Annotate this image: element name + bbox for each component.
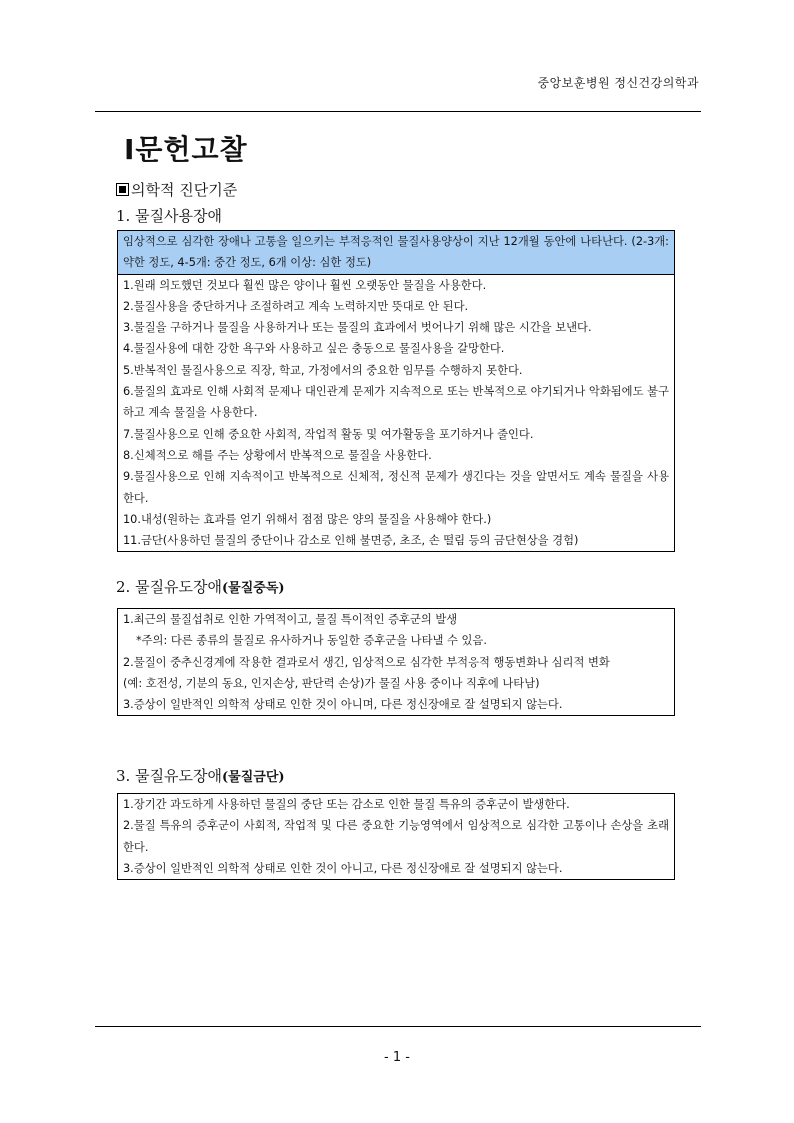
criteria-item: 2.물질이 중추신경계에 작용한 결과로서 생긴, 임상적으로 심각한 부적응적 행동변화나 심리적 변화 xyxy=(123,655,610,669)
criteria-item: 9.물질사용으로 인해 지속적이고 반복적으로 신체적, 정신적 문제가 생긴다는 것을 알면서도 계속 물질을 사용한다. xyxy=(123,470,669,505)
page-number: - 1 - xyxy=(384,1050,410,1065)
criteria-box-intoxication xyxy=(117,608,675,716)
criteria-item: 1.최근의 물질섭취로 인한 가역적이고, 물질 특이적인 증후군의 발생 xyxy=(123,613,458,626)
criteria-item: 8.신체적으로 해를 주는 상황에서 반복적으로 물질을 사용한다. xyxy=(123,448,432,462)
criteria-item: 3.물질을 구하거나 물질을 사용하거나 또는 물질의 효과에서 벗어나기 위해 많은 시간을 보낸다. xyxy=(123,321,592,335)
section-title-substance-use-disorder xyxy=(116,205,222,226)
checkbox-square-icon xyxy=(116,183,129,196)
criteria-item: 11.금단(사용하던 물질의 중단이나 감소로 인해 불면증, 초조, 손 떨림 등의 금단현상을 경험) xyxy=(123,534,579,548)
running-header: 중앙보훈병원 정신건강의학과 xyxy=(537,76,699,90)
criteria-box-substance-use-disorder xyxy=(117,230,675,552)
section-title-text: 1. 물질사용장애 xyxy=(116,207,223,225)
criteria-item: 1.원래 의도했던 것보다 훨씬 많은 양이나 훨씬 오랫동안 물질을 사용한다. xyxy=(123,278,487,292)
section-title-paren: (물질금단) xyxy=(222,770,285,785)
criteria-note: *주의: 다른 종류의 물질로 유사하거나 동일한 증후군을 나타낼 수 있음. xyxy=(136,634,487,648)
criteria-box-withdrawal xyxy=(117,793,675,880)
header-rule xyxy=(95,111,701,112)
criteria-item: 5.반복적인 물질사용으로 직장, 학교, 가정에서의 중요한 임무를 수행하지 못한다. xyxy=(123,363,523,377)
criteria-item: 3.증상이 일반적인 의학적 상태로 인한 것이 아니며, 다른 정신장애로 잘 설명되지 않는다. xyxy=(123,698,563,712)
section-title-intoxication xyxy=(116,576,285,597)
section-title-paren: (물질중독) xyxy=(222,581,285,596)
subheading-text: 의학적 진단기준 xyxy=(131,181,238,199)
subheading xyxy=(116,179,237,200)
footer-rule xyxy=(95,1026,701,1027)
section-title-withdrawal xyxy=(116,765,285,786)
criteria-item: 1.장기간 과도하게 사용하던 물질의 중단 또는 감소로 인한 물질 특유의 증후군이 발생한다. xyxy=(123,798,570,811)
criteria-item: 7.물질사용으로 인해 중요한 사회적, 작업적 활동 및 여가활동을 포기하거나 줄인다. xyxy=(123,427,534,441)
chapter-title: Ⅰ문헌고찰 xyxy=(124,133,248,166)
criteria-item: 2.물질 특유의 증후군이 사회적, 작업적 및 다른 중요한 기능영역에서 임상적으로 심각한 고통이나 손상을 초래한다. xyxy=(123,819,669,854)
criteria-item: 10.내성(원하는 효과를 얻기 위해서 점점 많은 양의 물질을 사용해야 한다.) xyxy=(123,512,492,526)
section-title-text: 2. 물질유도장애 xyxy=(116,578,223,596)
criteria-item: 4.물질사용에 대한 강한 욕구와 사용하고 싶은 충동으로 물질사용을 갈망한다. xyxy=(123,342,505,356)
criteria-intro-highlight: 임상적으로 심각한 장애나 고통을 일으키는 부적응적인 물질사용양상이 지난 12개월 동안에 나타난다. (2-3개: 약한 정도, 4-5개: 중간 정도, 6개 이상: 심한 정도) xyxy=(118,231,674,275)
section-title-text: 3. 물질유도장애 xyxy=(116,767,223,785)
criteria-item: 2.물질사용을 중단하거나 조절하려고 계속 노력하지만 뜻대로 안 된다. xyxy=(123,299,469,313)
criteria-example: (예: 호전성, 기분의 동요, 인지손상, 판단력 손상)가 물질 사용 중이나 직후에 나타남) xyxy=(123,676,540,690)
criteria-item: 3.증상이 일반적인 의학적 상태로 인한 것이 아니고, 다른 정신장애로 잘 설명되지 않는다. xyxy=(123,861,563,875)
criteria-item: 6.물질의 효과로 인해 사회적 문제나 대인관계 문제가 지속적으로 또는 반복적으로 야기되거나 악화됨에도 불구하고 계속 물질을 사용한다. xyxy=(123,385,669,420)
